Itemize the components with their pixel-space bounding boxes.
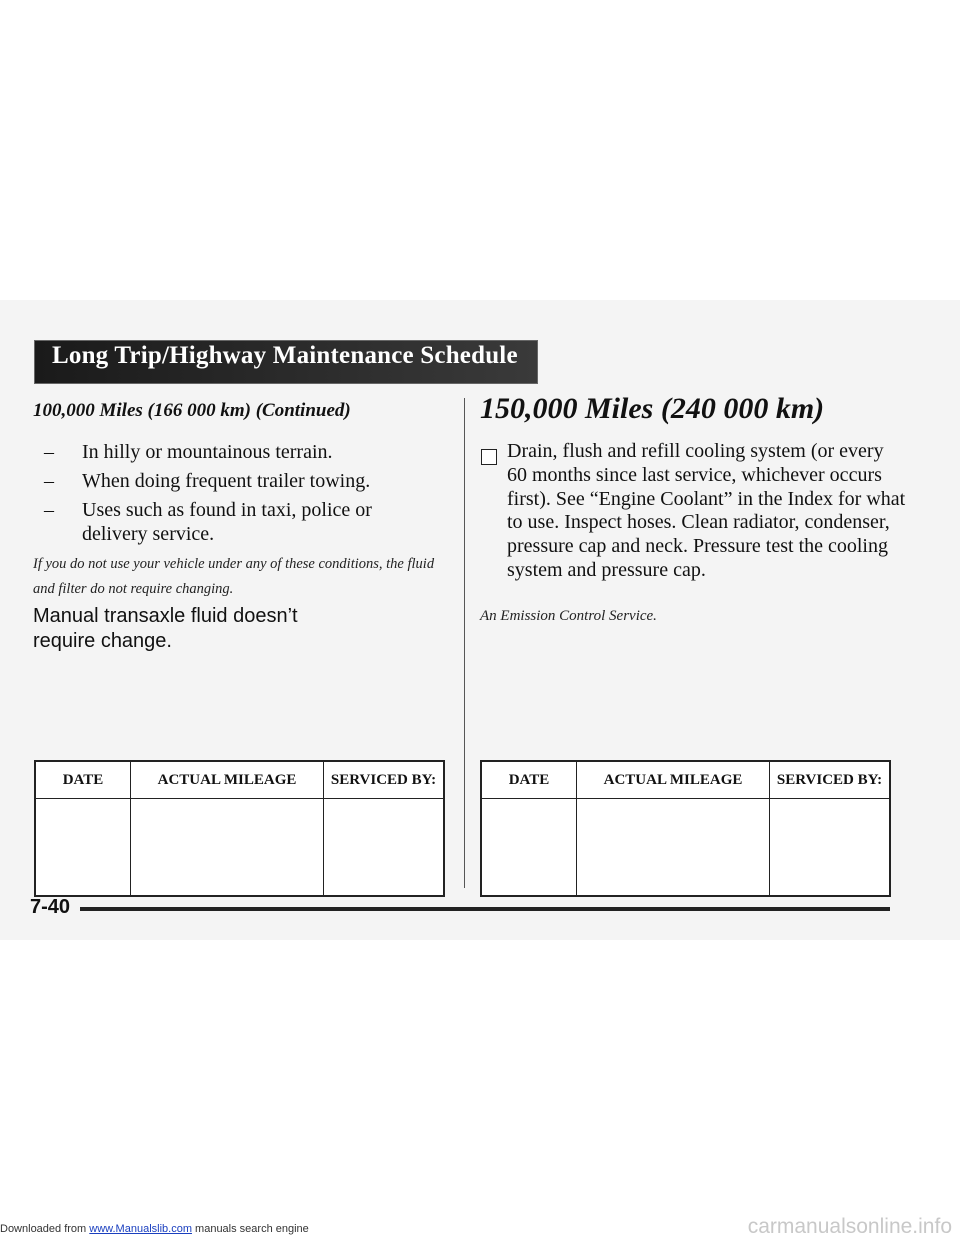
actual-mileage-header: ACTUAL MILEAGE	[131, 761, 324, 799]
manualslib-link[interactable]: www.Manualslib.com	[89, 1223, 192, 1235]
footer-prefix: Downloaded from	[0, 1223, 90, 1235]
date-cell[interactable]	[35, 799, 131, 897]
bullet-text: When doing frequent trailer towing.	[82, 470, 371, 492]
section-title: Long Trip/Highway Maintenance Schedule	[52, 342, 518, 369]
left-mileage-heading: 100,000 Miles (166 000 km) (Continued)	[33, 400, 351, 421]
serviced-by-cell[interactable]	[324, 799, 445, 897]
bullet-dash: –	[44, 441, 54, 463]
cooling-service-text: Drain, flush and refill cooling system (or every 60 months since last service, whichever occurs first). See “Engine Coolant” in the Index for what to use. Inspect hoses. Clean radiator, condenser, pressure cap and neck. Pressure test the cooling system and pressure cap.	[507, 440, 906, 581]
mileage-cell[interactable]	[577, 799, 770, 897]
bullet-text: Uses such as found in taxi, police or	[82, 499, 372, 521]
site-watermark: carmanualsonline.info	[747, 1215, 952, 1238]
serviced-by-header: SERVICED BY:	[324, 761, 445, 799]
page-number-rule	[80, 907, 890, 911]
page-number: 7-40	[30, 896, 71, 918]
emission-control-note: An Emission Control Service.	[480, 608, 657, 624]
serviced-by-cell[interactable]	[770, 799, 891, 897]
date-header: DATE	[481, 761, 577, 799]
right-mileage-heading: 150,000 Miles (240 000 km)	[480, 392, 825, 425]
bullet-dash: –	[44, 470, 54, 492]
date-cell[interactable]	[481, 799, 577, 897]
actual-mileage-header: ACTUAL MILEAGE	[577, 761, 770, 799]
right-service-record-table	[480, 760, 891, 897]
date-header: DATE	[35, 761, 131, 799]
mileage-cell[interactable]	[131, 799, 324, 897]
bullet-dash: –	[44, 499, 54, 521]
column-divider	[464, 398, 465, 888]
left-service-record-table	[34, 760, 445, 897]
condition-note: If you do not use your vehicle under any of these conditions, the fluid and filter do not require changing.	[33, 556, 435, 597]
download-footer	[0, 1223, 309, 1235]
bullet-text: In hilly or mountainous terrain.	[82, 441, 333, 463]
bullet-text-continued: delivery service.	[82, 523, 215, 545]
manual-transaxle-note: Manual transaxle fluid doesn’t require change.	[33, 605, 298, 652]
serviced-by-header: SERVICED BY:	[770, 761, 891, 799]
footer-suffix: manuals search engine	[191, 1223, 309, 1235]
service-checkbox[interactable]	[481, 449, 497, 465]
